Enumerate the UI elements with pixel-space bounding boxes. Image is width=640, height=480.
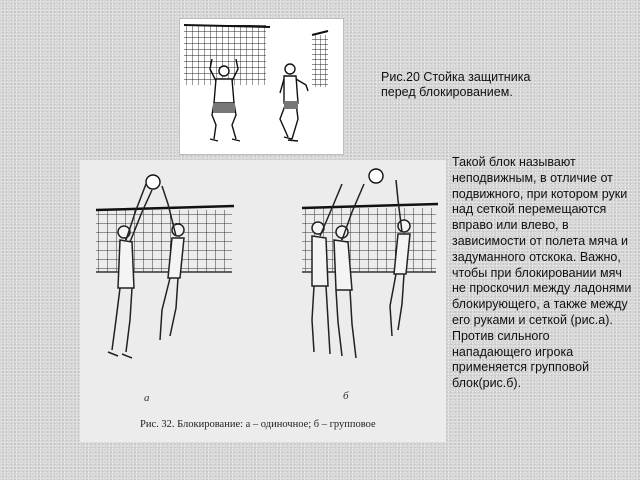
figure-20-caption-line-1: Рис.20 Стойка защитника [381, 70, 531, 84]
blocking-drawing [80, 160, 446, 442]
single-block-scene [96, 175, 234, 358]
blocking-description-text: Такой блок называют неподвижным, в отличие от подвижного, при котором руки над сеткой перемещаются вправо или влево, в зависимости от полета мяча и задуманного отскока. Важно, чтобы при блокировании мяч не проскочил между ладонями блокирующего, а также между его руками и сеткой (рис.а). Против сильного нападающего игрока применяется групповой блок(рис.б). [452, 155, 632, 391]
figure-20-caption-line-2: перед блокированием. [381, 85, 513, 99]
figure-20-illustration [179, 18, 344, 155]
figure-label-a: а [144, 392, 150, 404]
defender-stance-drawing [180, 19, 343, 154]
defender-side-figure [280, 64, 308, 141]
figure-32-caption: Рис. 32. Блокирование: а – одиночное; б – групповое [140, 419, 376, 430]
figure-32-illustration [80, 160, 446, 442]
volleyball-ball [369, 169, 383, 183]
figure-label-b: б [343, 390, 349, 402]
volleyball-net-side [312, 35, 328, 87]
group-block-scene [302, 169, 438, 358]
figure-20-caption [381, 70, 551, 100]
net-left [96, 210, 232, 272]
volleyball-ball [146, 175, 160, 189]
